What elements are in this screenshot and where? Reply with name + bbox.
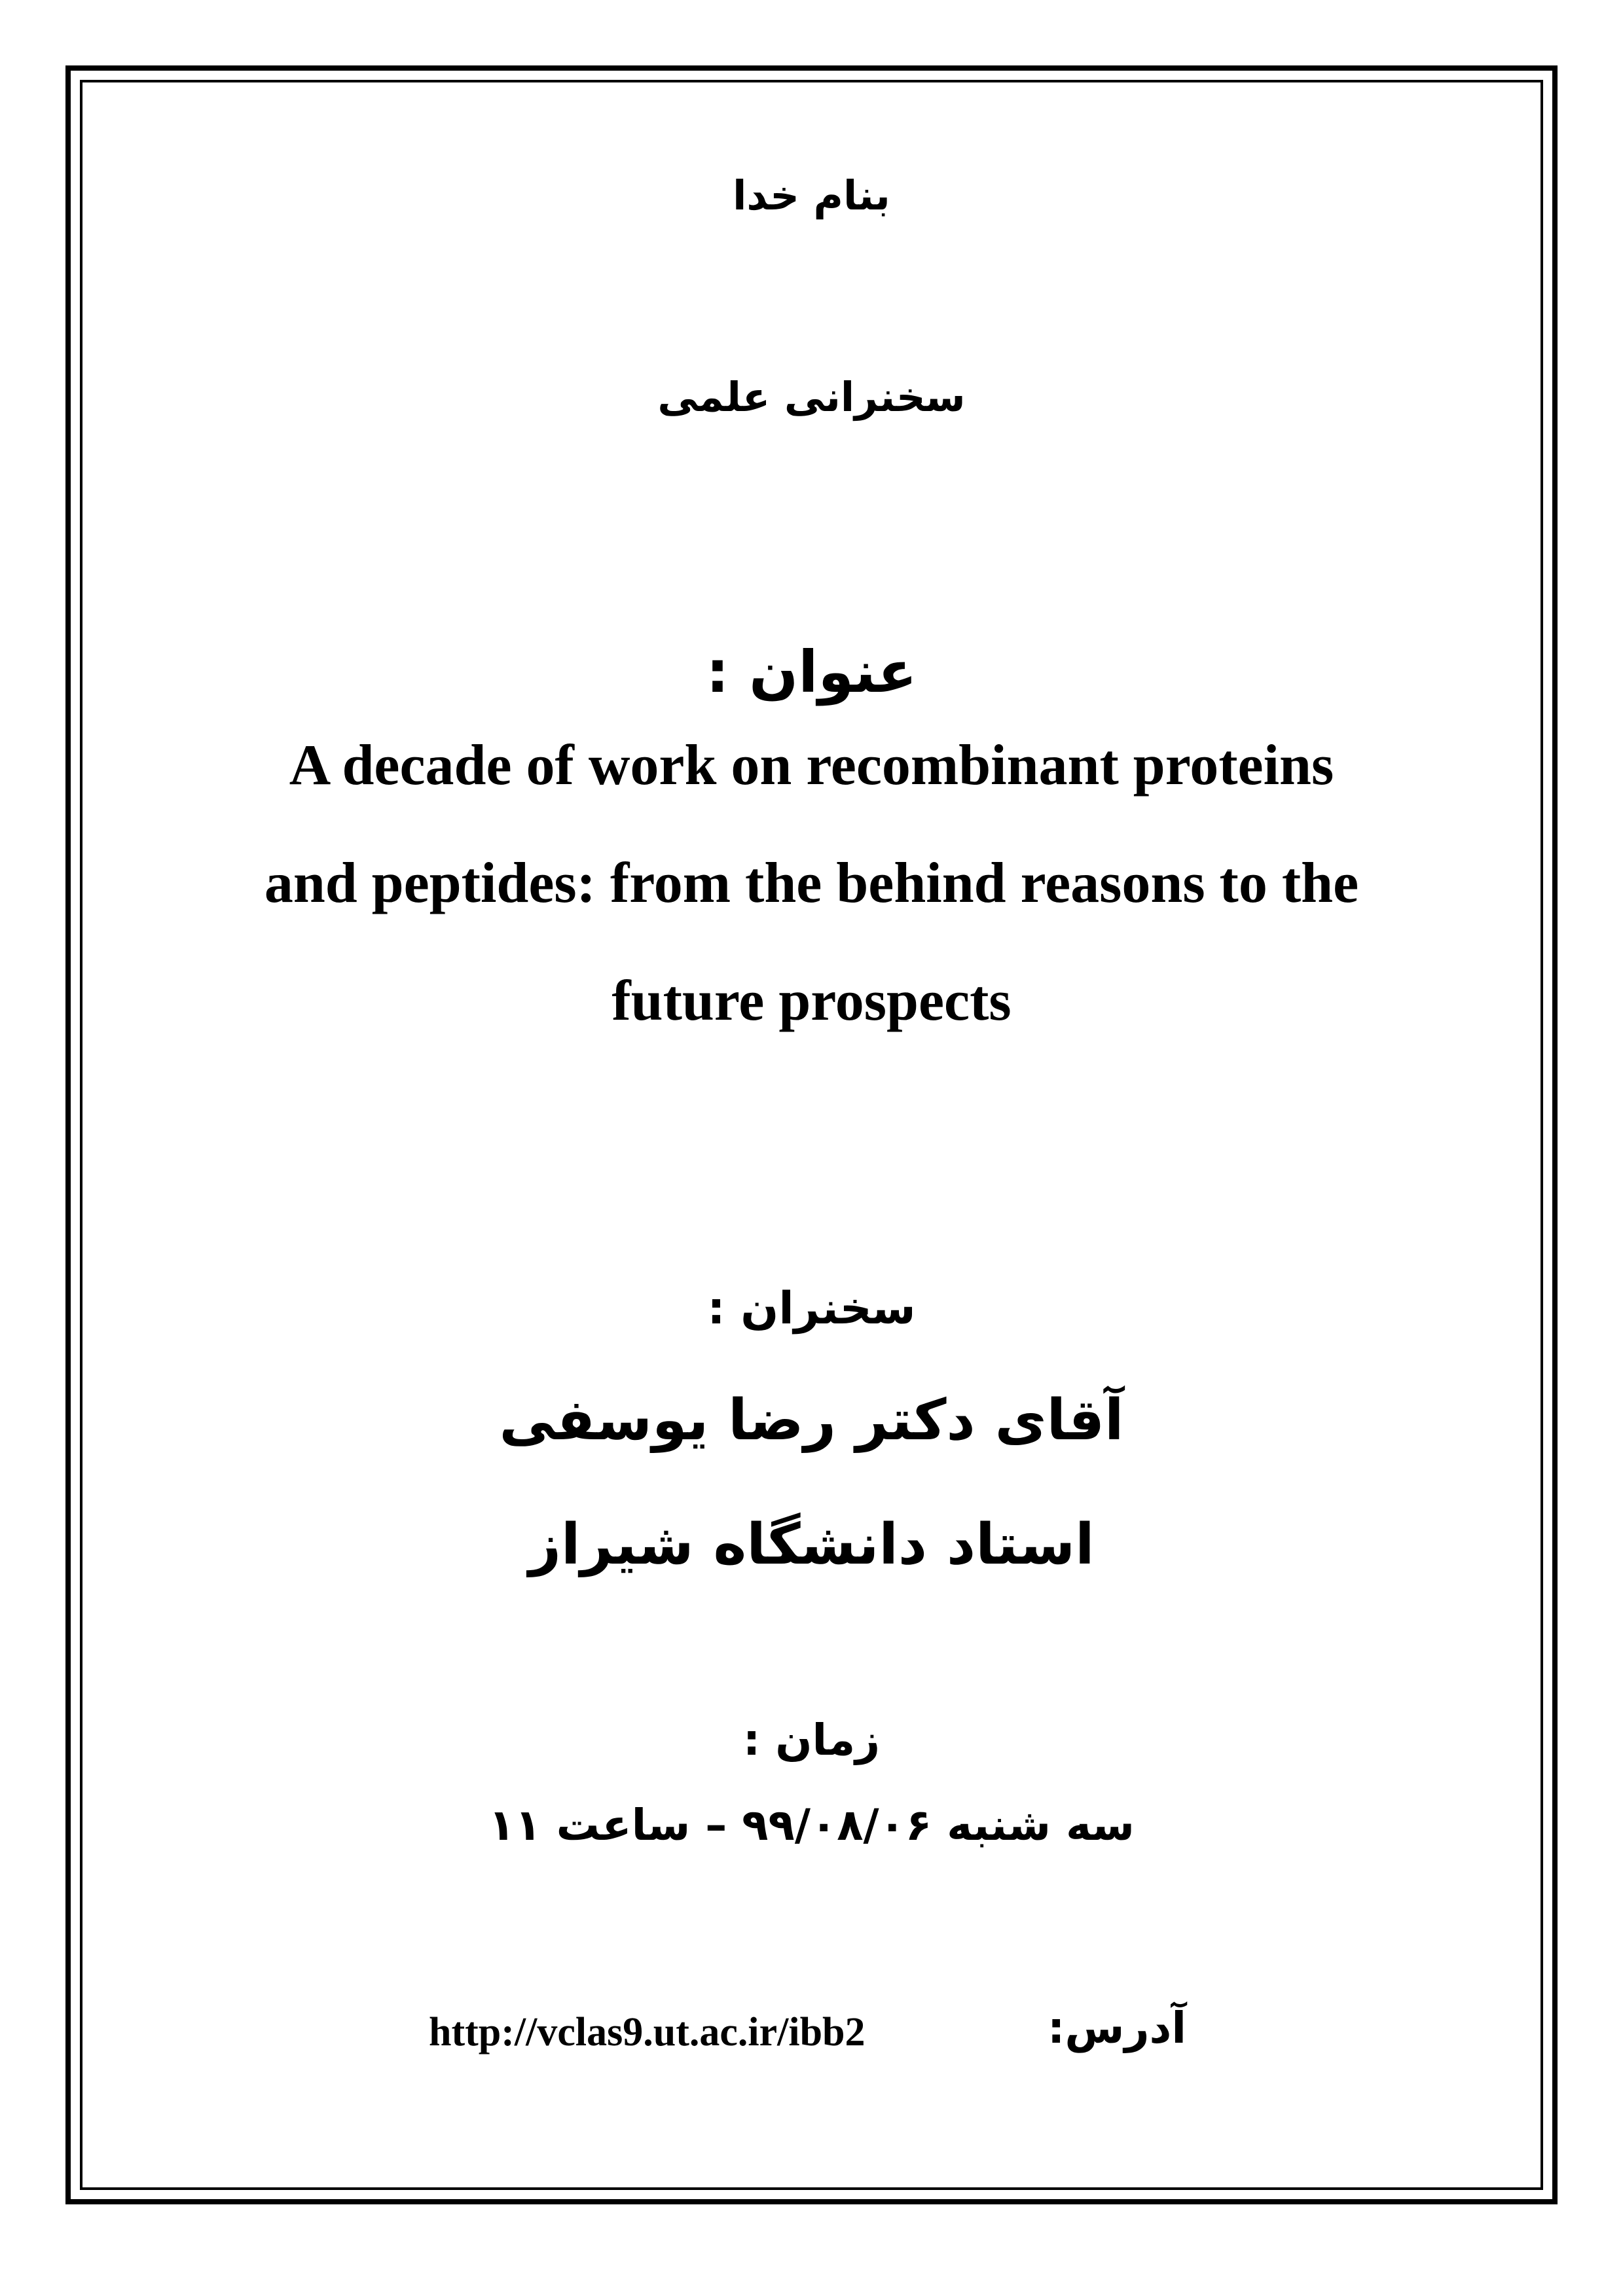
basmala-heading: بنام خدا xyxy=(733,171,890,219)
talk-title-line-3: future prospects xyxy=(611,969,1012,1033)
event-type-heading: سخنرانی علمی xyxy=(657,373,966,421)
address-url[interactable]: http://vclas9.ut.ac.ir/ibb2 xyxy=(429,2010,866,2054)
speaker-affiliation: استاد دانشگاه شیراز xyxy=(528,1512,1095,1577)
speaker-name: آقای دکتر رضا یوسفی xyxy=(499,1388,1124,1453)
address-row xyxy=(0,2003,1623,2062)
title-label: عنوان : xyxy=(706,638,917,706)
talk-title-line-1: A decade of work on recombinant proteins xyxy=(289,734,1334,797)
time-label: زمان : xyxy=(742,1715,881,1765)
address-label: آدرس: xyxy=(1048,2003,1186,2053)
talk-title-line-2: and peptides: from the behind reasons to the xyxy=(264,852,1359,915)
speaker-label: سخنران : xyxy=(707,1283,916,1335)
time-value: سه شنبه ۹۹/۰۸/۰۶ – ساعت ۱۱ xyxy=(488,1800,1135,1850)
